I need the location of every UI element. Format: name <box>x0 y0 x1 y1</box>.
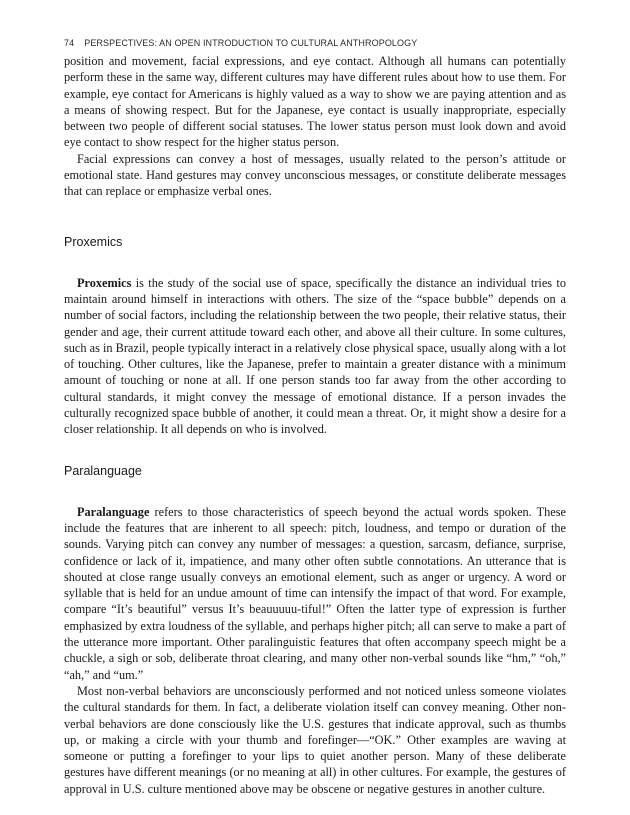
paralanguage-body: refers to those characteristics of speech beyond the actual words spoken. These include the features that are inherent to all speech: pitch, loudness, and tempo or duration of the sounds. Varying pitch can convey any number of messages: a question, sarcasm, defiance, surprise, confidence or lack of it, impatience, and many other often subtle connotations. An utterance that is shouted at close range usually conveys an emotional element, such as anger or urgency. A word or syllable that is held for an undue amount of time can intensify the impact of that word. For example, compare “It’s beautiful” versus It’s beauuuuu-tiful!” Often the latter type of expression is further emphasized by extra loudness of the syllable, and perhaps higher pitch; all can serve to make a part of the utterance more important. Other paralinguistic features that often accompany speech might be a chuckle, a sigh or sob, deliberate throat clearing, and many other non-verbal sounds like “hm,” “oh,” “ah,” and “um.” <box>64 504 566 682</box>
nonverbal-behaviors-paragraph: Most non-verbal behaviors are unconsciously performed and not noticed unless someone violates the cultural standards for them. In fact, a deliberate violation itself can convey meaning. Other non-verbal behaviors are done consciously like the U.S. gestures that indicate approval, such as thumbs up, or making a circle with your thumb and forefinger—“OK.” Other examples are waving at someone or putting a forefinger to your lips to quiet another person. Many of these deliberate gestures have different meanings (or no meaning at all) in other cultures. For example, the gestures of approval in U.S. culture mentioned above may be obscene or negative gestures in another culture. <box>64 683 566 796</box>
page-number: 74 <box>64 38 75 48</box>
proxemics-term: Proxemics <box>77 275 132 290</box>
running-header <box>64 38 417 48</box>
running-title: PERSPECTIVES: AN OPEN INTRODUCTION TO CULTURAL ANTHROPOLOGY <box>84 38 418 48</box>
paralanguage-paragraph <box>64 504 566 683</box>
intro-paragraph-facial-expressions: Facial expressions can convey a host of messages, usually related to the person’s attitude or emotional state. Hand gestures may convey unconscious messages, or constitute deliberate messages that can replace or emphasize verbal ones. <box>64 151 566 199</box>
paralanguage-term: Paralanguage <box>77 504 150 519</box>
proxemics-paragraph <box>64 275 566 438</box>
intro-paragraph-continued: position and movement, facial expressions, and eye contact. Although all humans can potentially perform these in the same way, different cultures may have different rules about how to use them. For example, eye contact for Americans is highly valued as a way to show we are paying attention and as a means of showing respect. But for the Japanese, eye contact is usually inappropriate, especially between two people of different social statuses. The lower status person must look down and avoid eye contact to show respect for the higher status person. <box>64 54 566 150</box>
proxemics-body: is the study of the social use of space, specifically the distance an individual tries to maintain around himself in interactions with others. The size of the “space bubble” depends on a number of social factors, including the relationship between the two people, their relative status, their gender and age, their current attitude toward each other, and above all their culture. In some cultures, such as in Brazil, people typically interact in a relatively close physical space, usually along with a lot of touching. Other cultures, like the Japanese, prefer to maintain a greater distance with a minimum amount of touching or none at all. If one person stands too far away from the other according to cultural standards, it might convey the message of emotional distance. If a person invades the culturally recognized space bubble of another, it could mean a threat. Or, it might show a desire for a closer relationship. It all depends on who is involved. <box>64 275 566 437</box>
page-body <box>64 53 566 797</box>
section-heading-paralanguage: Paralanguage <box>64 463 142 478</box>
section-heading-proxemics: Proxemics <box>64 234 123 249</box>
